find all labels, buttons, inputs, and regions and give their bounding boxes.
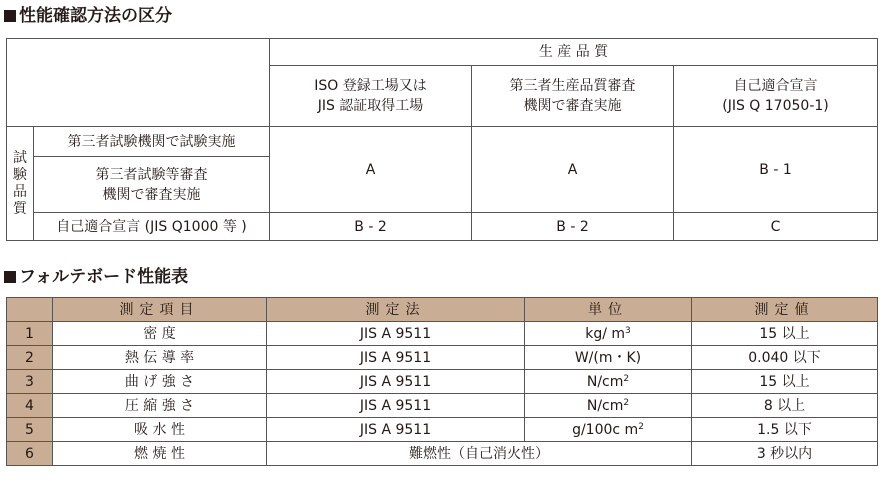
measure-method-unit-merged: 難燃性（自己消火性） (267, 442, 692, 466)
header-item: 測定項目 (53, 298, 267, 322)
row-header-third-party-test: 第三者試験機関で試験実施 (34, 127, 270, 157)
row-group-char: 試 (13, 149, 27, 166)
unit-superscript: 2 (623, 397, 630, 408)
row-number: 1 (7, 322, 53, 346)
measure-method: JIS A 9511 (267, 370, 525, 394)
column-header-line: 自己適合宣言 (733, 78, 818, 94)
section-title-text: フォルテボード性能表 (19, 267, 189, 287)
measure-item: 吸 水 性 (53, 418, 267, 442)
square-bullet-icon (4, 271, 16, 283)
measure-unit (525, 346, 692, 370)
cell-value: B - 2 (270, 213, 472, 241)
measure-value: 1.5 以下 (692, 418, 878, 442)
table-row (7, 322, 878, 346)
measure-method: JIS A 9511 (267, 346, 525, 370)
table-row (7, 394, 878, 418)
cell-value: C (674, 213, 878, 241)
measure-item: 圧 縮 強 さ (53, 394, 267, 418)
unit-text: W/(m・K) (574, 349, 642, 366)
row-number: 4 (7, 394, 53, 418)
row-number: 3 (7, 370, 53, 394)
measure-method: JIS A 9511 (267, 322, 525, 346)
table-row (7, 39, 878, 66)
unit-superscript: 2 (638, 421, 644, 432)
unit-text: g/100c m (572, 421, 639, 438)
cell-value: B - 1 (674, 127, 878, 213)
classification-table (6, 38, 878, 241)
column-header-line: (JIS Q 17050-1) (722, 98, 829, 114)
square-bullet-icon (4, 10, 16, 22)
row-header-third-party-review (34, 157, 270, 213)
measure-unit (525, 370, 692, 394)
table-row (7, 127, 878, 157)
unit-text: N/cm (586, 397, 624, 414)
unit-text: N/cm (586, 373, 624, 390)
header-unit: 単位 (525, 298, 692, 322)
cell-value: B - 2 (472, 213, 674, 241)
row-header-line: 第三者試験等審査 (95, 166, 208, 183)
column-header-iso (270, 66, 472, 127)
table-row (7, 213, 878, 241)
measure-value: 0.040 以下 (692, 346, 878, 370)
column-header-line: ISO 登録工場又は (314, 78, 427, 94)
unit-superscript: 3 (625, 325, 631, 336)
unit-superscript: 2 (623, 373, 630, 384)
table-header-row (7, 298, 878, 322)
measure-value: 15 以上 (692, 322, 878, 346)
row-number: 5 (7, 418, 53, 442)
section-title-performance (4, 267, 188, 287)
measure-unit (525, 322, 692, 346)
table-row (7, 418, 878, 442)
header-no (7, 298, 53, 322)
section-title-text: 性能確認方法の区分 (19, 6, 172, 26)
row-number: 2 (7, 346, 53, 370)
table-row (7, 442, 878, 466)
row-group-char: 験 (13, 166, 27, 183)
measure-value: 8 以上 (692, 394, 878, 418)
row-group-test-quality (7, 127, 34, 241)
row-header-self-declaration: 自己適合宣言 (JIS Q1000 等 ) (34, 213, 270, 241)
section-title-classification (4, 6, 172, 26)
measure-method: JIS A 9511 (267, 418, 525, 442)
row-number: 6 (7, 442, 53, 466)
measure-item: 熱 伝 導 率 (53, 346, 267, 370)
column-header-line: 機関で審査実施 (523, 98, 622, 114)
measure-item: 燃 焼 性 (53, 442, 267, 466)
column-header-self-declaration (674, 66, 878, 127)
row-group-char: 品 (13, 183, 27, 200)
measure-value: 3 秒以内 (692, 442, 878, 466)
unit-text: kg/ m (585, 325, 626, 342)
table-row (7, 346, 878, 370)
column-header-line: JIS 認証取得工場 (317, 98, 424, 114)
measure-item: 密 度 (53, 322, 267, 346)
table-row (7, 370, 878, 394)
empty-corner-cell (7, 39, 270, 127)
header-method: 測定法 (267, 298, 525, 322)
row-header-line: 機関で審査実施 (102, 186, 201, 203)
performance-table (6, 297, 878, 466)
measure-value: 15 以上 (692, 370, 878, 394)
measure-method: JIS A 9511 (267, 394, 525, 418)
column-header-line: 第三者生産品質審査 (509, 78, 636, 94)
cell-value: A (270, 127, 472, 213)
header-group-production-quality: 生 産 品 質 (270, 39, 878, 66)
measure-unit (525, 394, 692, 418)
measure-item: 曲 げ 強 さ (53, 370, 267, 394)
header-value: 測定値 (692, 298, 878, 322)
measure-unit (525, 418, 692, 442)
row-group-char: 質 (13, 200, 27, 217)
column-header-third-party (472, 66, 674, 127)
cell-value: A (472, 127, 674, 213)
